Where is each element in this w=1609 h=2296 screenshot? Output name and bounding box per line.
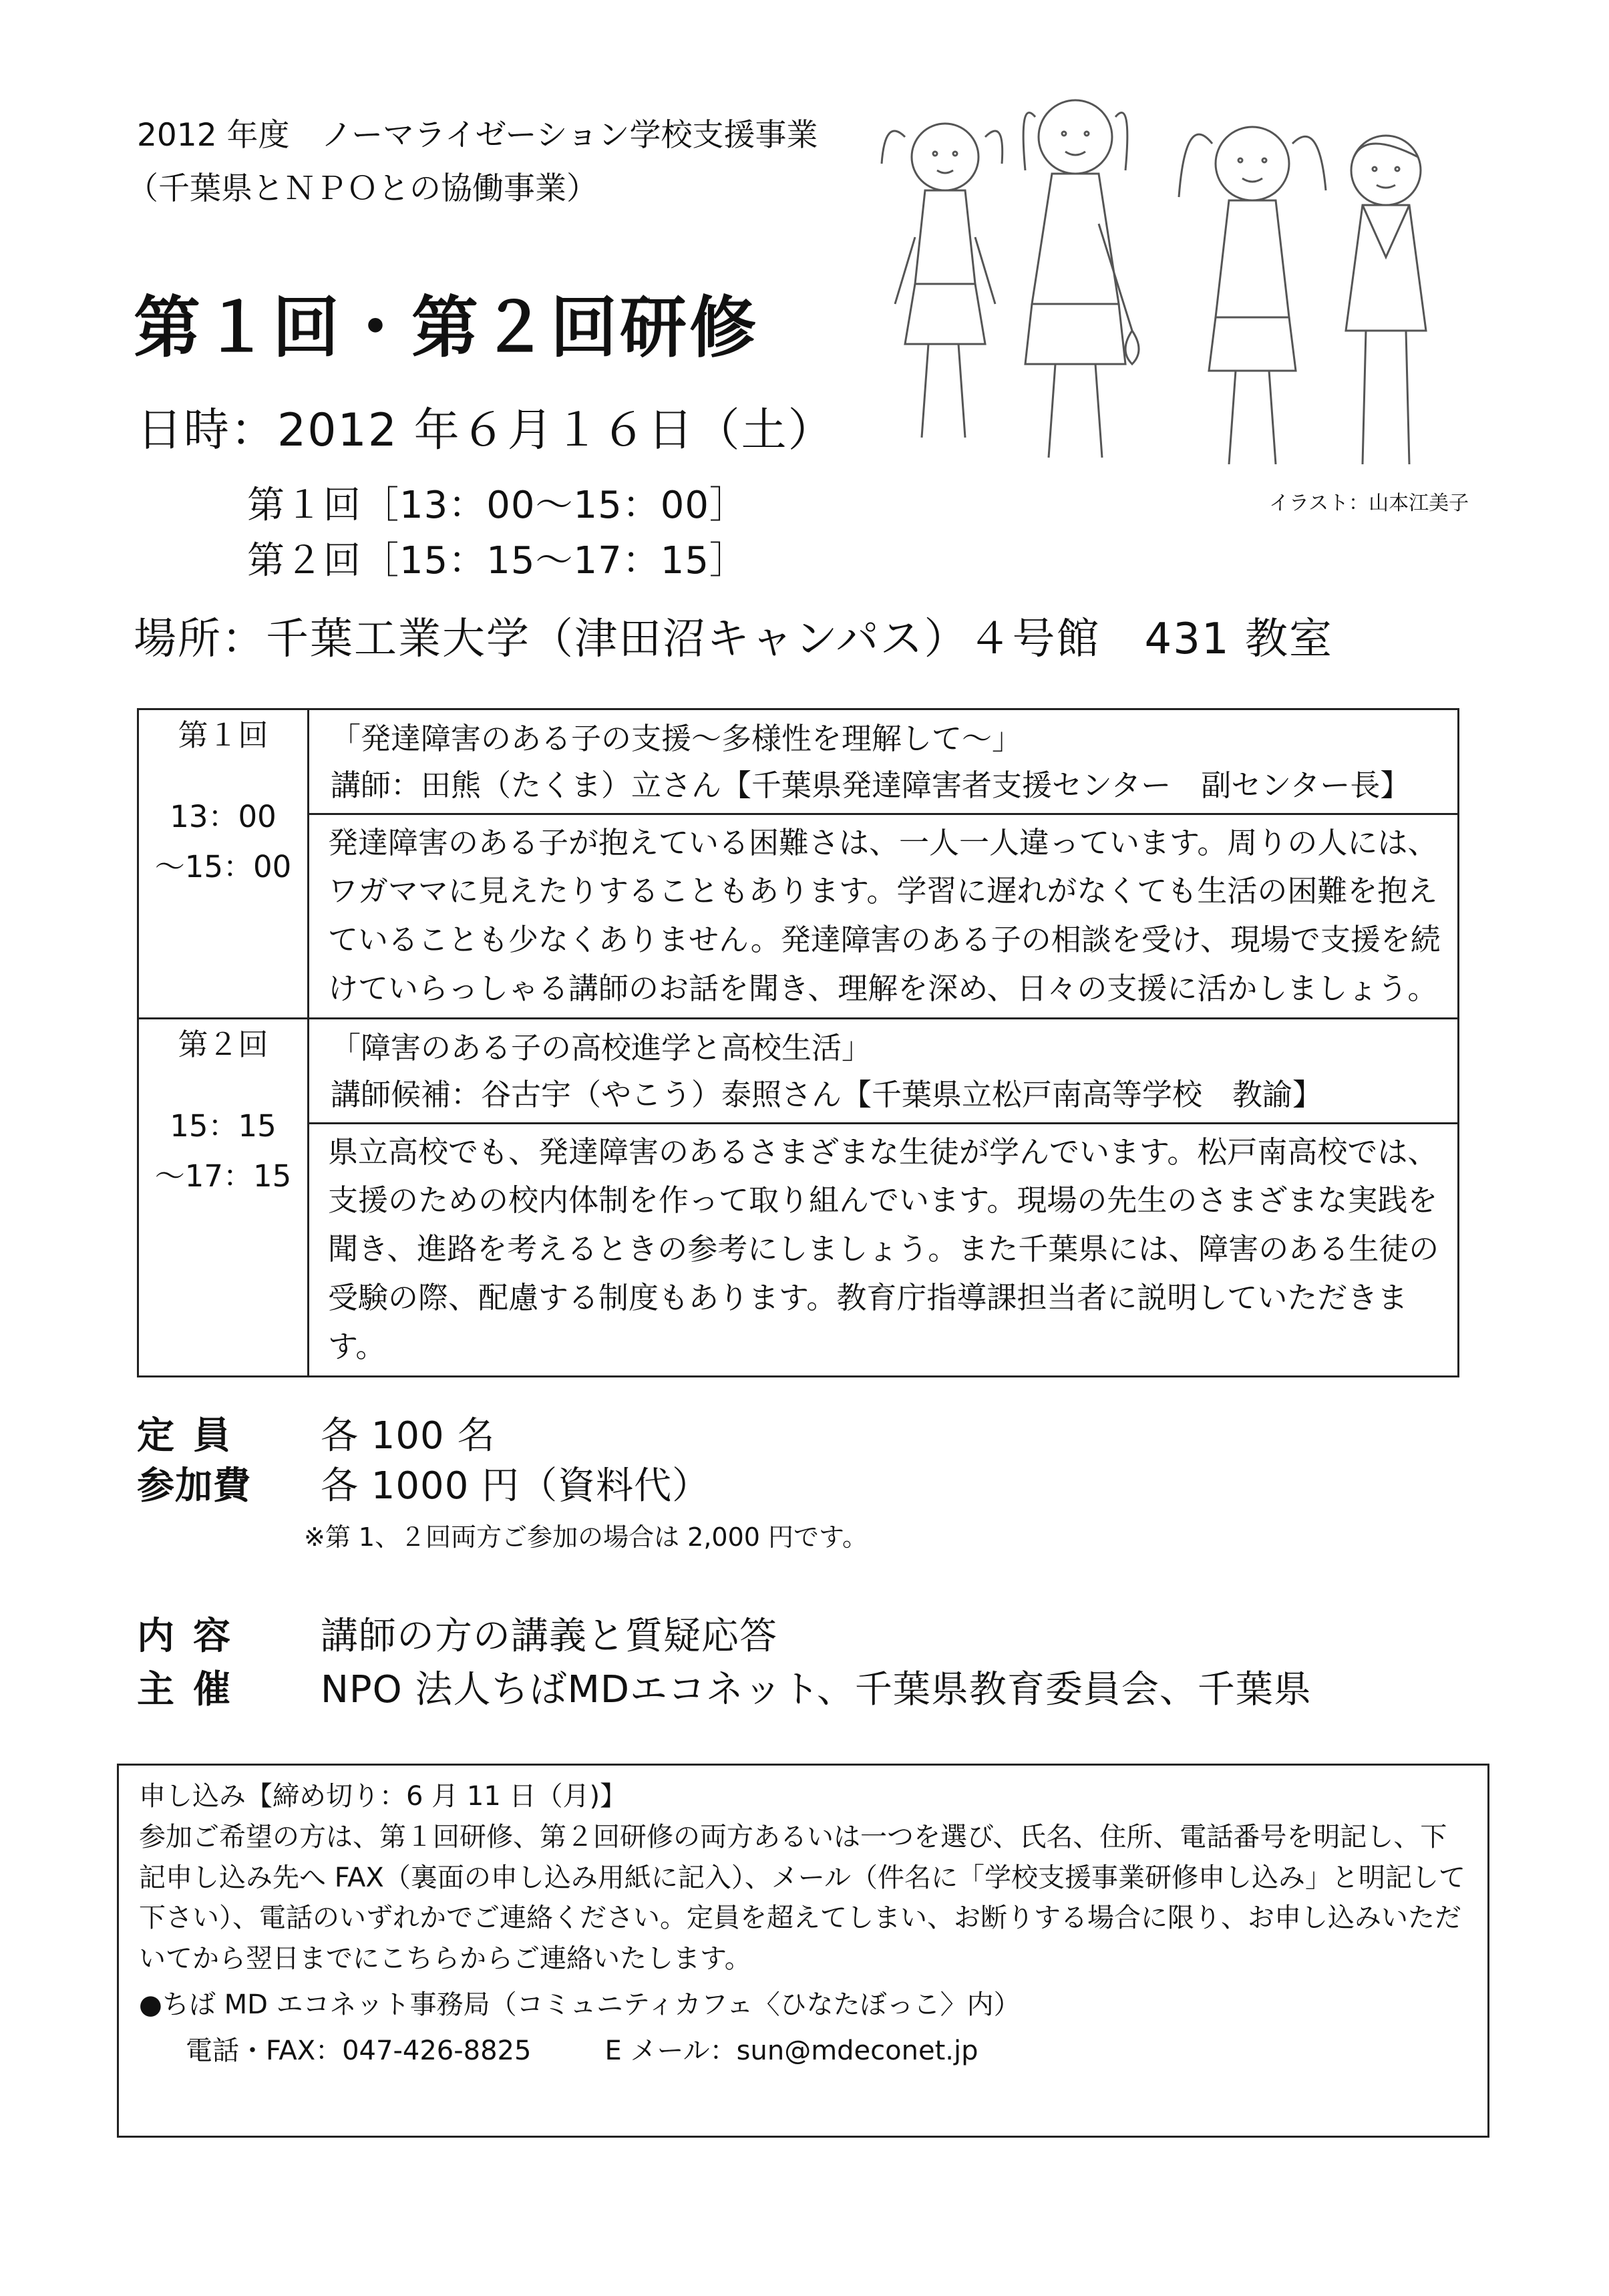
email-link[interactable]: E メール：sun@mdeconet.jp <box>604 2035 978 2066</box>
fee-value: 各 1000 円（資料代） <box>321 1464 711 1508</box>
page-title: 第１回・第２回研修 <box>134 289 759 367</box>
content-label: 内容 <box>137 1615 249 1658</box>
girl-figure-4 <box>1346 136 1426 464</box>
session1-body-row <box>138 814 1459 1019</box>
session2-time-end: 〜17：15 <box>154 1158 292 1194</box>
host-row <box>137 1660 1312 1713</box>
session1-header-row <box>138 709 1459 814</box>
description-line: 発達障害のある子が抱えている困難さは、一人一人違っています。周りの人には、 <box>328 824 1438 860</box>
session2-label: 第２回 <box>178 1027 269 1063</box>
description-line: 支援のための校内体制を作って取り組んでいます。現場の先生のさまざまな実践を <box>328 1182 1438 1218</box>
application-body-line: 記申し込み先へ FAX（裏面の申し込み用紙に記入）、メール（件名に「学校支援事業研修申し込み」と明記して <box>139 1862 1466 1893</box>
description-line: 受験の際、配慮する制度もあります。教育庁指導課担当者に説明していただきます。 <box>328 1280 1408 1365</box>
application-body-line: いてから翌日までにこちらからご連絡いたします。 <box>139 1943 751 1975</box>
description-line: ていることも少なくありません。発達障害のある子の相談を受け、現場で支援を続 <box>328 922 1441 958</box>
session2-header-row <box>138 1019 1459 1124</box>
girl-figure-1 <box>882 124 1003 438</box>
description-line: 聞き、進路を考えるときの参考にしましょう。また千葉県には、障害のある生徒の <box>328 1231 1439 1267</box>
illustration-credit: イラスト：山本江美子 <box>1269 492 1469 515</box>
girl-figure-2 <box>1023 100 1139 458</box>
session2-time: 第２回［15：15〜17：15］ <box>247 539 748 583</box>
program-subtitle: （千葉県とＮＰＯとの協働事業） <box>127 170 598 207</box>
session1-label-cell <box>138 709 309 1019</box>
event-date: 日時：2012 年６月１６日（土） <box>137 404 835 457</box>
session1-header-cell <box>309 709 1459 814</box>
phone-fax: 電話・FAX：047-426-8825 <box>186 2035 532 2066</box>
session2-body-row <box>138 1123 1459 1376</box>
session2-description <box>309 1123 1459 1376</box>
girls-illustration <box>858 63 1479 464</box>
content-row <box>137 1607 777 1660</box>
content-value: 講師の方の講義と質疑応答 <box>321 1615 777 1658</box>
session1-description <box>309 814 1459 1019</box>
event-venue: 場所：千葉工業大学（津田沼キャンパス）４号館 431 教室 <box>134 615 1334 664</box>
fee-label: 参加費 <box>137 1464 251 1508</box>
contact-line <box>139 2031 1467 2072</box>
capacity-label: 定員 <box>137 1414 249 1458</box>
host-label: 主催 <box>137 1668 249 1711</box>
session1-time-start: 13：00 <box>170 799 277 835</box>
application-box <box>117 1764 1489 2138</box>
fee-note: ※第 1、２回両方ご参加の場合は 2,000 円です。 <box>304 1522 868 1552</box>
girl-figure-3 <box>1179 127 1326 464</box>
session2-header-cell <box>309 1019 1459 1124</box>
description-line: けていらっしゃる講師のお話を聞き、理解を深め、日々の支援に活かしましょう。 <box>328 971 1438 1007</box>
capacity-row <box>137 1406 496 1460</box>
session1-time-end: 〜15：00 <box>154 848 292 884</box>
schedule-table <box>137 708 1459 1377</box>
application-heading: 申し込み【締め切り：6 月 11 日（月)】 <box>139 1781 627 1812</box>
session1-label: 第１回 <box>178 717 269 753</box>
host-value: NPO 法人ちばMDエコネット、千葉県教育委員会、千葉県 <box>321 1668 1312 1711</box>
program-name: 2012 年度 ノーマライゼーション学校支援事業 <box>137 117 818 154</box>
description-line: 県立高校でも、発達障害のあるさまざまな生徒が学んでいます。松戸南高校では、 <box>328 1134 1438 1170</box>
session1-topic: 「発達障害のある子の支援〜多様性を理解して〜」 <box>331 721 1023 756</box>
session2-topic: 「障害のある子の高校進学と高校生活」 <box>331 1030 872 1066</box>
session2-lecturer: 講師候補：谷古宇（やこう）泰照さん【千葉県立松戸南高等学校 教諭】 <box>331 1076 1323 1112</box>
office-name: ●ちば MD エコネット事務局（コミュニティカフェ〈ひなたぼっこ〉内） <box>139 1989 1021 2020</box>
session2-time-start: 15：15 <box>170 1108 277 1144</box>
session1-time: 第１回［13：00〜15：00］ <box>247 484 748 527</box>
application-body-line: 下さい）、電話のいずれかでご連絡ください。定員を超えてしまい、お断りする場合に限り、お申し込みいただ <box>139 1903 1461 1934</box>
description-line: ワガママに見えたりすることもあります。学習に遅れがなくても生活の困難を抱え <box>328 873 1438 909</box>
capacity-value: 各 100 名 <box>321 1414 496 1458</box>
session2-label-cell <box>138 1019 309 1377</box>
fee-row <box>137 1456 710 1510</box>
application-body-line: 参加ご希望の方は、第１回研修、第２回研修の両方あるいは一つを選び、氏名、住所、電話番号を明記し、下 <box>139 1821 1447 1852</box>
session1-lecturer: 講師：田熊（たくま）立さん【千葉県発達障害者支援センター 副センター長】 <box>331 767 1411 803</box>
